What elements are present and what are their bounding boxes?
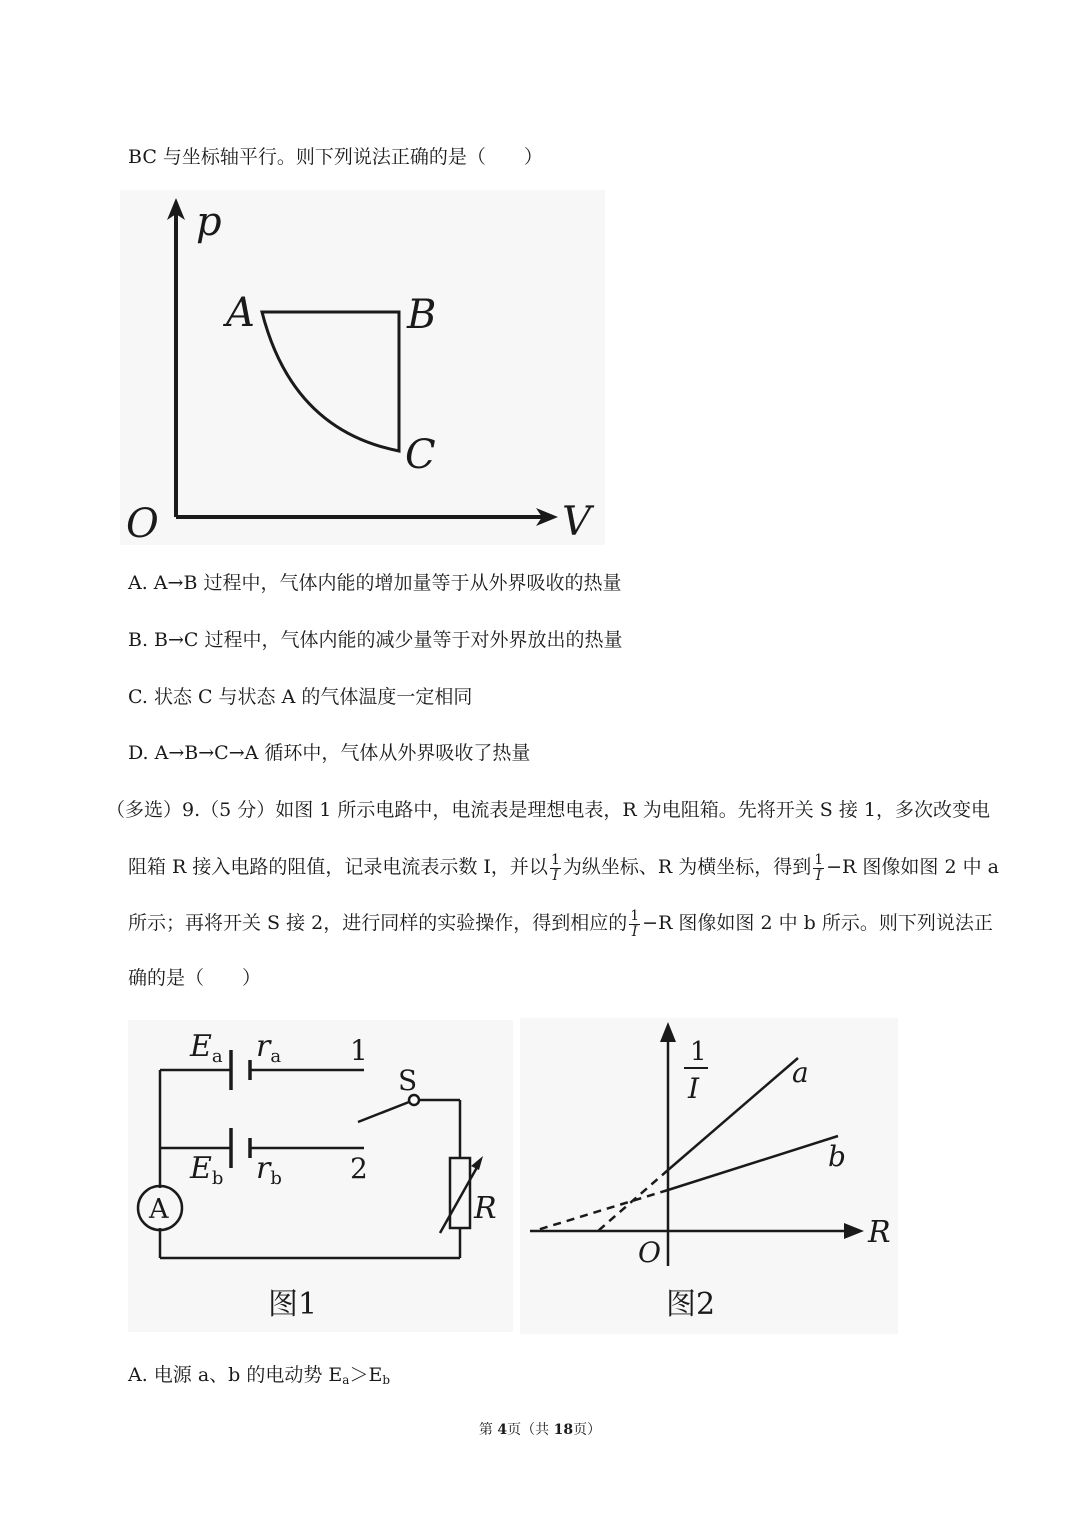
q9-line1: （多选）9.（5 分）如图 1 所示电路中，电流表是理想电表，R 为电阻箱。先将开关 S 接 1，多次改变电 <box>106 799 990 821</box>
figure1-caption: 图1 <box>268 1287 318 1322</box>
x-axis-label: R <box>868 1215 891 1250</box>
ra-label: $r_a$ <box>256 1029 282 1067</box>
pv-diagram-background <box>120 190 605 545</box>
rb-label: $r_b$ <box>256 1151 282 1189</box>
q9-option-a <box>128 1366 390 1386</box>
q9-line2 <box>128 847 999 887</box>
q9-line2-part1: 阻箱 R 接入电路的阻值，记录电流表示数 I，并以 <box>128 856 548 878</box>
question8-stem-tail: BC 与坐标轴平行。则下列说法正确的是（ ） <box>128 146 543 168</box>
footer-suffix: 页） <box>573 1422 602 1438</box>
eb-label: $E_b$ <box>190 1151 224 1189</box>
q9-line3-part2: −R 图像如图 2 中 b 所示。则下列说法正 <box>642 912 993 934</box>
inverse-current-graph <box>520 1018 898 1334</box>
fraction-1-over-i <box>813 853 824 883</box>
point-b-label: B <box>407 292 437 338</box>
point-c-label: C <box>405 432 436 478</box>
ea-subscript: a <box>342 1373 350 1387</box>
origin-label: O <box>126 501 159 545</box>
total-page-number: 18 <box>553 1422 574 1438</box>
terminal-2-label: 2 <box>350 1152 368 1185</box>
frac-numerator: 1 <box>630 907 640 924</box>
graph-origin-label: O <box>638 1236 661 1269</box>
q9-line2-part2: 为纵坐标、R 为横坐标，得到 <box>562 856 812 878</box>
terminal-1-label: 1 <box>350 1034 368 1067</box>
frac-numerator: 1 <box>814 851 824 868</box>
circuit-background <box>128 1020 513 1332</box>
pv-diagram <box>120 190 605 545</box>
eb-subscript: b <box>382 1373 390 1387</box>
y-axis-numerator: 1 <box>690 1037 707 1067</box>
frac-denominator: I <box>815 867 822 884</box>
v-axis-label: V <box>562 499 591 545</box>
footer-prefix: 第 <box>478 1422 498 1438</box>
y-axis-denominator: I <box>688 1072 700 1105</box>
q9-option-a-text: A. 电源 a、b 的电动势 E <box>128 1364 343 1386</box>
current-page-number: 4 <box>497 1422 508 1438</box>
greater-than-eb: ＞E <box>349 1364 383 1386</box>
q8-option-b: B. B→C 过程中，气体内能的减少量等于对外界放出的热量 <box>128 629 623 651</box>
fraction-1-over-i <box>550 853 561 883</box>
figure2-caption: 图2 <box>666 1287 716 1322</box>
switch-label: S <box>398 1064 418 1097</box>
frac-denominator: I <box>552 867 559 884</box>
line-b-label: b <box>828 1140 846 1173</box>
frac-numerator: 1 <box>550 851 560 868</box>
resistor-label: R <box>474 1191 497 1226</box>
q9-line3-part1: 所示；再将开关 S 接 2，进行同样的实验操作，得到相应的 <box>128 912 628 934</box>
line-a-label: a <box>792 1056 809 1089</box>
q9-line4: 确的是（ ） <box>128 967 262 989</box>
p-axis-label: p <box>196 199 222 245</box>
page-footer <box>0 1419 1080 1439</box>
q9-line2-part3: −R 图像如图 2 中 a <box>826 856 999 878</box>
q9-line3 <box>128 903 993 943</box>
circuit-diagram <box>128 1020 513 1332</box>
fraction-1-over-i <box>629 909 640 939</box>
point-a-label: A <box>226 290 255 336</box>
q8-option-a: A. A→B 过程中，气体内能的增加量等于从外界吸收的热量 <box>128 572 622 594</box>
frac-denominator: I <box>631 923 638 940</box>
q8-option-c: C. 状态 C 与状态 A 的气体温度一定相同 <box>128 686 473 708</box>
q8-option-d: D. A→B→C→A 循环中，气体从外界吸收了热量 <box>128 742 531 764</box>
ammeter-label: A <box>149 1194 169 1225</box>
footer-middle: 页（共 <box>507 1422 554 1438</box>
ea-label: $E_a$ <box>190 1029 223 1067</box>
